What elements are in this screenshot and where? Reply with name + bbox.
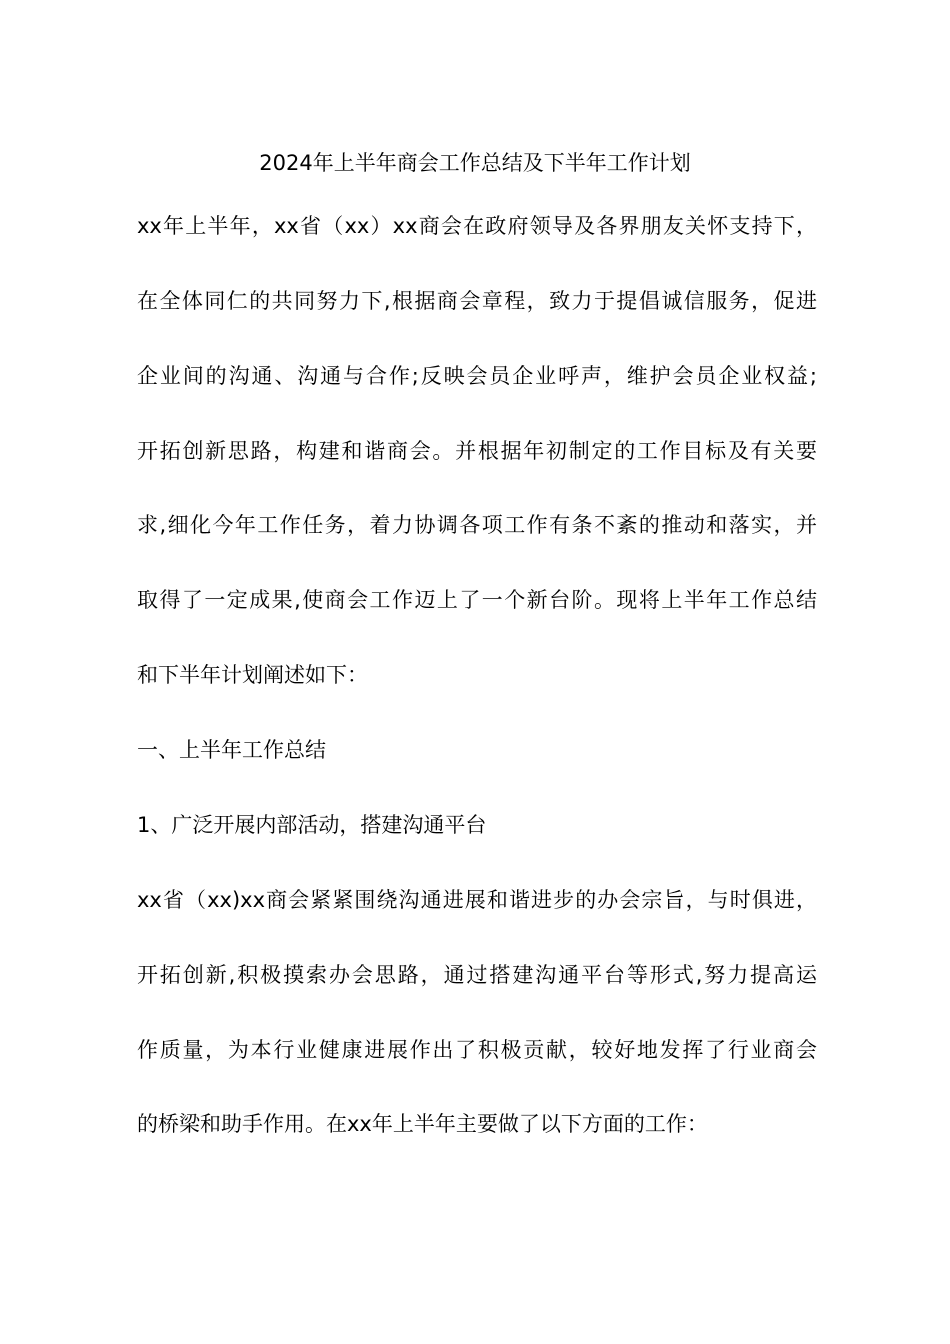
paragraph-line: 开拓创新思路，构建和谐商会。并根据年初制定的工作目标及有关要 <box>137 439 817 463</box>
paragraph-line: 作质量，为本行业健康进展作出了积极贡献，较好地发挥了行业商会 <box>137 1038 817 1062</box>
paragraph-line: 求,细化今年工作任务，着力协调各项工作有条不紊的推动和落实，并 <box>137 513 817 537</box>
subsection-heading: 1、广泛开展内部活动，搭建沟通平台 <box>137 813 487 837</box>
section-heading: 一、上半年工作总结 <box>137 738 326 762</box>
paragraph-line: 企业间的沟通、沟通与合作;反映会员企业呼声，维护会员企业权益; <box>137 364 817 388</box>
paragraph-line: 取得了一定成果,使商会工作迈上了一个新台阶。现将上半年工作总结 <box>137 588 817 612</box>
document-title: 2024年上半年商会工作总结及下半年工作计划 <box>259 151 691 175</box>
paragraph-line: xx年上半年，xx省（xx）xx商会在政府领导及各界朋友关怀支持下， <box>137 214 817 238</box>
paragraph-line: 和下半年计划阐述如下： <box>137 663 368 687</box>
paragraph-line: xx省（xx)xx商会紧紧围绕沟通进展和谐进步的办会宗旨，与时俱进， <box>137 888 817 912</box>
paragraph-line: 在全体同仁的共同努力下,根据商会章程，致力于提倡诚信服务，促进 <box>137 289 817 313</box>
paragraph-line: 开拓创新,积极摸索办会思路，通过搭建沟通平台等形式,努力提高运 <box>137 963 817 987</box>
paragraph-line: 的桥梁和助手作用。在xx年上半年主要做了以下方面的工作： <box>137 1112 708 1136</box>
